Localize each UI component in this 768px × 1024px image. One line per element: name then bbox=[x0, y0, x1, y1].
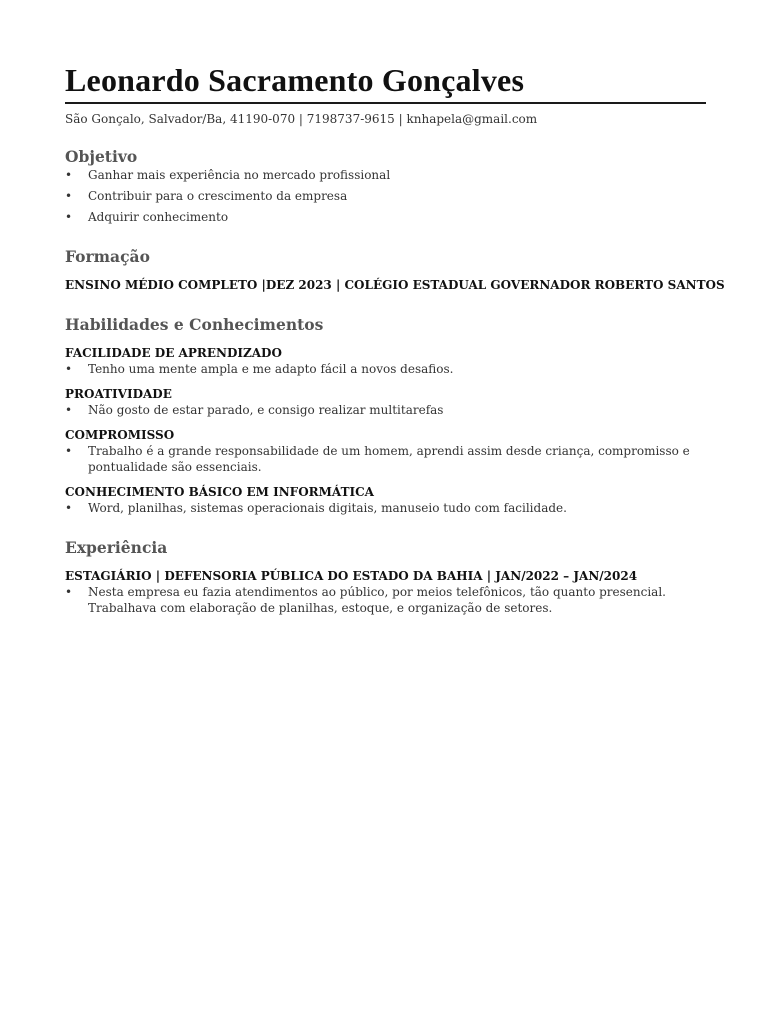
skill-heading: FACILIDADE DE APRENDIZADO bbox=[65, 346, 282, 360]
education-entry: ENSINO MÉDIO COMPLETO |DEZ 2023 | COLÉGIO ESTADUAL GOVERNADOR ROBERTO SANTOS bbox=[65, 278, 725, 292]
bullet-icon: • bbox=[65, 189, 73, 203]
section-title-experiencia: Experiência bbox=[65, 538, 168, 557]
bullet-icon: • bbox=[65, 403, 73, 417]
contact-info: São Gonçalo, Salvador/Ba, 41190-070 | 7198737-9615 | knhapela@gmail.com bbox=[65, 112, 538, 126]
bullet-icon: • bbox=[65, 585, 73, 599]
list-item-text: Ganhar mais experiência no mercado profissional bbox=[88, 168, 391, 182]
bullet-icon: • bbox=[65, 501, 73, 515]
section-title-habilidades: Habilidades e Conhecimentos bbox=[65, 315, 324, 334]
skill-list bbox=[65, 500, 706, 516]
skill-heading: COMPROMISSO bbox=[65, 428, 175, 442]
list-item bbox=[65, 402, 706, 418]
list-item bbox=[65, 361, 706, 377]
experience-entry: ESTAGIÁRIO | DEFENSORIA PÚBLICA DO ESTADO DA BAHIA | JAN/2022 – JAN/2024 bbox=[65, 569, 638, 583]
experience-list bbox=[65, 584, 706, 616]
bullet-icon: • bbox=[65, 444, 73, 458]
objetivo-list bbox=[65, 167, 706, 225]
list-item-text: Nesta empresa eu fazia atendimentos ao público, por meios telefônicos, tão quanto presencial. Trabalhava com elaboração de planilhas, estoque, e organização de setores. bbox=[88, 585, 666, 615]
skill-list bbox=[65, 443, 706, 475]
list-item bbox=[65, 167, 706, 183]
bullet-icon: • bbox=[65, 168, 73, 182]
list-item-text: Trabalho é a grande responsabilidade de um homem, aprendi assim desde criança, compromisso e pontualidade são essenciais. bbox=[88, 444, 690, 474]
section-title-objetivo: Objetivo bbox=[65, 147, 138, 166]
bullet-icon: • bbox=[65, 210, 73, 224]
skill-heading: PROATIVIDADE bbox=[65, 387, 172, 401]
list-item-text: Word, planilhas, sistemas operacionais digitais, manuseio tudo com facilidade. bbox=[88, 501, 567, 515]
skill-list bbox=[65, 402, 706, 418]
list-item bbox=[65, 188, 706, 204]
list-item-text: Adquirir conhecimento bbox=[88, 210, 229, 224]
list-item bbox=[65, 443, 706, 475]
section-title-formacao: Formação bbox=[65, 247, 150, 266]
list-item-text: Não gosto de estar parado, e consigo realizar multitarefas bbox=[88, 403, 444, 417]
list-item bbox=[65, 584, 706, 616]
list-item-text: Tenho uma mente ampla e me adapto fácil a novos desafios. bbox=[88, 362, 454, 376]
skill-list bbox=[65, 361, 706, 377]
skill-heading: CONHECIMENTO BÁSICO EM INFORMÁTICA bbox=[65, 485, 374, 499]
resume-page bbox=[65, 60, 725, 616]
list-item bbox=[65, 500, 706, 516]
list-item bbox=[65, 209, 706, 225]
bullet-icon: • bbox=[65, 362, 73, 376]
list-item-text: Contribuir para o crescimento da empresa bbox=[88, 189, 348, 203]
candidate-name: Leonardo Sacramento Gonçalves bbox=[65, 60, 706, 104]
